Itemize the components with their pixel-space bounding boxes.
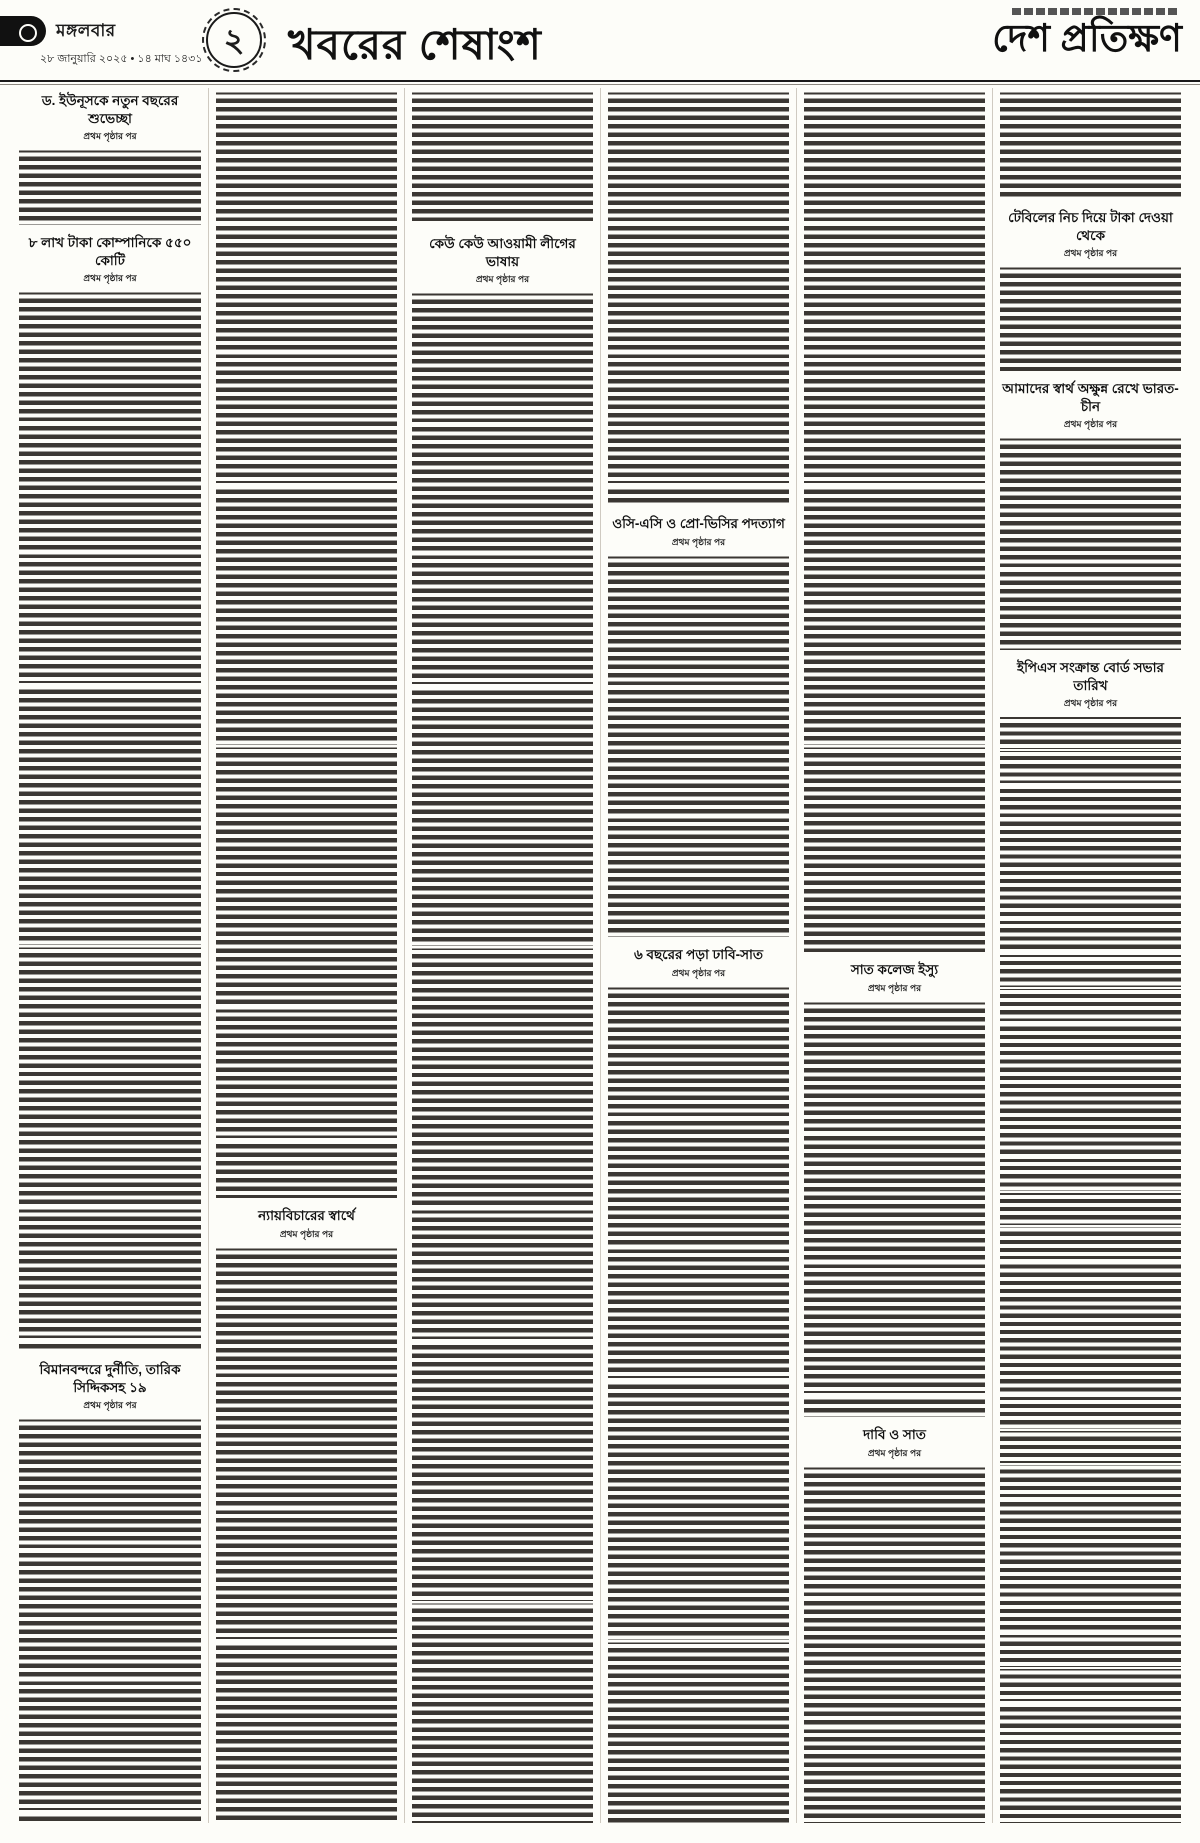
article-headline: টেবিলের নিচ দিয়ে টাকা দেওয়া থেকে bbox=[1008, 210, 1173, 243]
continued-from-label: প্রথম পৃষ্ঠার পর bbox=[279, 1228, 334, 1239]
article-company-550-crore bbox=[19, 232, 201, 1352]
paper-logo bbox=[992, 6, 1182, 60]
article-body-text bbox=[19, 1417, 201, 1823]
date-line: ২৮ জানুয়ারি ২০২৫ • ১৪ মাঘ ১৪৩১ bbox=[40, 53, 203, 65]
continued-from-label: প্রথম পৃষ্ঠার পর bbox=[867, 1447, 922, 1458]
article-body-text bbox=[1000, 265, 1181, 371]
article-india-china-interest bbox=[1000, 378, 1181, 650]
article-headline: বিমানবন্দরে দুর্নীতি, তারিক সিদ্দিকসহ ১৯ bbox=[39, 1362, 181, 1395]
corner-ornament-icon bbox=[0, 16, 46, 46]
continued-from-label: প্রথম পৃষ্ঠার পর bbox=[1063, 419, 1118, 430]
continued-from-label: প্রথম পৃষ্ঠার পর bbox=[83, 1400, 137, 1411]
column-6 bbox=[992, 88, 1188, 1823]
article-headline: ইপিএস সংক্রান্ত বোর্ড সভার তারিখ bbox=[1017, 660, 1164, 693]
continued-from-label: প্রথম পৃষ্ঠার পর bbox=[867, 982, 922, 993]
article-body-text bbox=[1000, 715, 1181, 1823]
article-headline: ৬ বছরের পড়া ঢাবি-সাত bbox=[633, 947, 764, 962]
article-body-text bbox=[412, 291, 593, 1823]
article-body-text bbox=[19, 290, 201, 1352]
article-body-text bbox=[804, 1465, 985, 1823]
continued-from-label: প্রথম পৃষ্ঠার পর bbox=[1063, 248, 1118, 259]
continued-from-label: প্রথম পৃষ্ঠার পর bbox=[671, 967, 726, 978]
article-headline: কেউ কেউ আওয়ামী লীগের ভাষায় bbox=[429, 236, 576, 269]
article-body-text bbox=[608, 554, 789, 937]
article-eps-board-meeting-dates bbox=[1000, 657, 1181, 1823]
column-4 bbox=[600, 88, 796, 1823]
article-headline: ন্যায়বিচারের স্বার্থে bbox=[258, 1208, 355, 1223]
column-2 bbox=[208, 88, 404, 1823]
article-body-text bbox=[804, 1000, 985, 1417]
paper-tagline-placeholder bbox=[1012, 8, 1180, 15]
article-headline: দাবি ও সাত bbox=[863, 1427, 926, 1442]
article-demand-and-seven bbox=[804, 1424, 985, 1823]
column-1 bbox=[12, 88, 208, 1823]
continued-from-label: প্রথম পৃষ্ঠার পর bbox=[671, 536, 726, 547]
article-body-text bbox=[19, 148, 201, 225]
continued-from-label: প্রথম পৃষ্ঠার পর bbox=[475, 274, 530, 285]
weekday-label: মঙ্গলবার bbox=[56, 21, 116, 40]
article-headline: ওসি-এসি ও প্রো-ভিসির পদত্যাগ bbox=[612, 516, 785, 531]
article-headline: ৮ লাখ টাকা কোম্পানিকে ৫৫০ কোটি bbox=[28, 235, 192, 268]
article-body-text bbox=[1000, 436, 1181, 650]
article-body-text bbox=[412, 90, 593, 226]
paper-name: দেশ প্রতিক্ষণ bbox=[992, 18, 1182, 60]
article-vc-provc-resignation bbox=[608, 513, 789, 937]
article-du-seven-colleges bbox=[608, 944, 789, 1823]
article-headline: সাত কলেজ ইস্যু bbox=[850, 962, 939, 977]
section-title: খবরের শেষাংশ bbox=[288, 21, 542, 68]
continued-from-label: প্রথম পৃষ্ঠার পর bbox=[83, 131, 137, 142]
article-body-text bbox=[804, 90, 985, 952]
article-airport-corruption bbox=[19, 1359, 201, 1823]
page-number-badge bbox=[206, 12, 262, 68]
column-3 bbox=[404, 88, 600, 1823]
article-seven-college-issue bbox=[804, 959, 985, 1417]
article-under-table-money bbox=[1000, 207, 1181, 371]
article-headline: ড. ইউনূসকে নতুন বছরের শুভেচ্ছা bbox=[41, 93, 179, 126]
page-columns bbox=[0, 82, 1200, 1831]
masthead bbox=[0, 0, 1200, 82]
article-awami-league-language bbox=[412, 233, 593, 1823]
article-headline: আমাদের স্বার্থ অক্ষুন্ন রেখে ভারত-চীন bbox=[1002, 381, 1179, 414]
column-5 bbox=[796, 88, 992, 1823]
continued-from-label: প্রথম পৃষ্ঠার পর bbox=[1063, 698, 1118, 709]
continued-from-label: প্রথম পৃষ্ঠার পর bbox=[83, 273, 137, 284]
article-body-text bbox=[608, 90, 789, 506]
article-body-text bbox=[608, 985, 789, 1823]
article-body-text bbox=[1000, 90, 1181, 200]
article-yunus-greeting bbox=[19, 90, 201, 225]
article-body-text bbox=[216, 1246, 397, 1823]
article-justice-interest bbox=[216, 1205, 397, 1823]
article-body-text bbox=[216, 90, 397, 1198]
page-number: ২ bbox=[223, 22, 245, 58]
